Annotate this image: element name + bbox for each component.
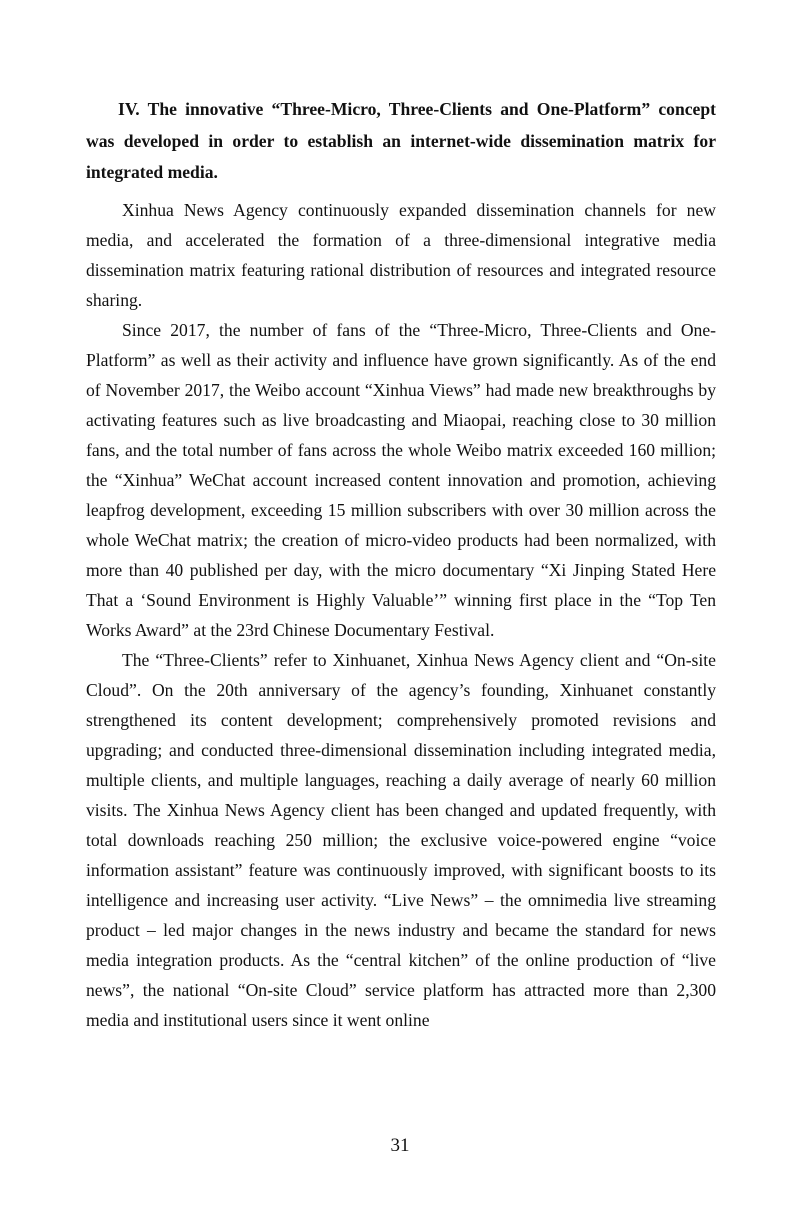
paragraph-2: Since 2017, the number of fans of the “Three-Micro, Three-Clients and One-Platform” as well as their activity and influence have grown significantly. As of the end of November 2017, the Weibo account “Xinhua Views” had made new breakthroughs by activating features such as live broadcasting and Miaopai, reaching close to 30 million fans, and the total number of fans across the whole Weibo matrix exceeded 160 million; the “Xinhua” WeChat account increased content innovation and promotion, achieving leapfrog development, exceeding 15 million subscribers with over 30 million across the whole WeChat matrix; the creation of micro-video products had been normalized, with more than 40 published per day, with the micro documentary “Xi Jinping Stated Here That a ‘Sound Environment is Highly Valuable’” winning first place in the “Top Ten Works Award” at the 23rd Chinese Documentary Festival.	[86, 319, 716, 640]
page-number: 31	[390, 1135, 410, 1156]
section-heading: IV. The innovative “Three-Micro, Three-Clients and One-Platform” concept was developed in order to establish an internet-wide dissemination matrix for integrated media.	[86, 99, 716, 182]
paragraph-1: Xinhua News Agency continuously expanded dissemination channels for new media, and accelerated the formation of a three-dimensional integrative media dissemination matrix featuring rational distribution of resources and integrated resource sharing.	[86, 199, 716, 310]
page-content	[86, 94, 716, 1035]
paragraph-3: The “Three-Clients” refer to Xinhuanet, Xinhua News Agency client and “On-site Cloud”. On the 20th anniversary of the agency’s founding, Xinhuanet constantly strengthened its content development; comprehensively promoted revisions and upgrading; and conducted three-dimensional dissemination including integrated media, multiple clients, and multiple languages, reaching a daily average of nearly 60 million visits. The Xinhua News Agency client has been changed and updated frequently, with total downloads reaching 250 million; the exclusive voice-powered engine “voice information assistant” feature was continuously improved, with significant boosts to its intelligence and increasing user activity. “Live News” – the omnimedia live streaming product – led major changes in the news industry and became the standard for news media integration products. As the “central kitchen” of the online production of “live news”, the national “On-site Cloud” service platform has attracted more than 2,300 media and institutional users since it went online	[86, 649, 716, 1030]
